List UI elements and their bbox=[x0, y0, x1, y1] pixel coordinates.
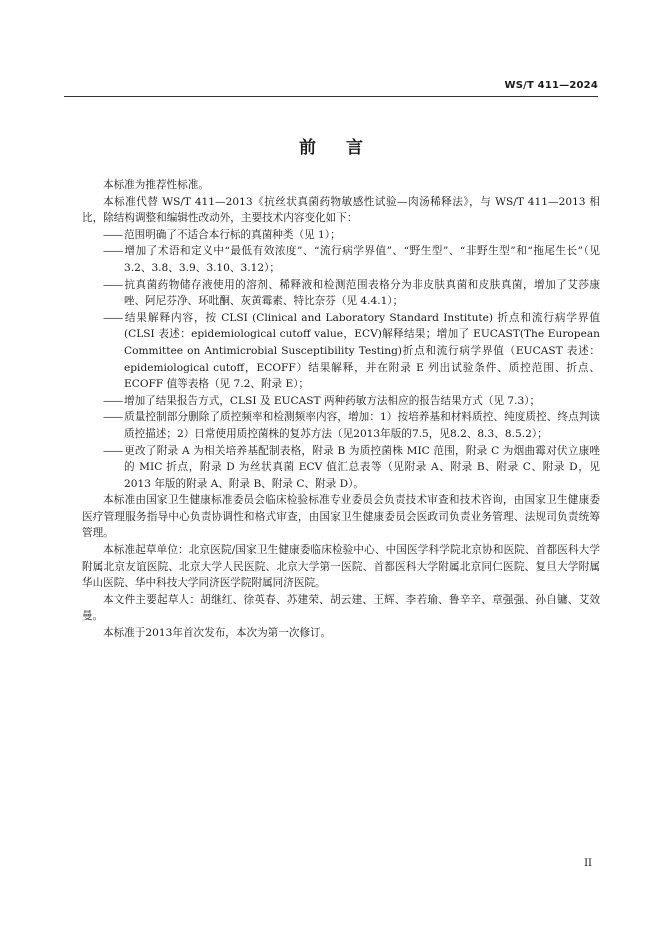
page-title: 前言 bbox=[299, 138, 393, 158]
paragraph-review-committee: 本标准由国家卫生健康标准委员会临床检验标准专业委员会负责技术审查和技术咨询，由国家卫生健康委医疗管理服务指导中心负责协调性和格式审查，由国家卫生健康委员会医政司负责业务管理、法规司负责统筹管理。 bbox=[82, 494, 600, 540]
dash-marker: —— bbox=[103, 394, 123, 407]
header-divider bbox=[64, 96, 598, 97]
list-item-text: 结果解释内容，按 CLSI (Clinical and Laboratory Standard Institute) 折点和流行病学界值(CLSI 表述：epidemiological cutoff value，ECV)解释结果；增加了 EUCAST(The European Committee on Antimicrobial Susceptibility Testing)折点和流行病学界值（EUCAST 表述：epidemiological cutoff，ECOFF）结果解释，并在附录 E 列出试验条件、质控范围、折点、ECOFF 值等表格（见 7.2、附录 E）； bbox=[124, 311, 600, 391]
dash-marker: —— bbox=[103, 278, 123, 291]
list-item-text: 增加了结果报告方式，CLSI 及 EUCAST 两种药敏方法相应的报告结果方式（见 7.3）； bbox=[124, 394, 541, 407]
list-item bbox=[103, 243, 600, 276]
list-item-text: 增加了术语和定义中“最低有效浓度”、“流行病学界值”、“野生型”、“非野生型”和“拖尾生长”（见 3.2、3.8、3.9、3.10、3.12）； bbox=[124, 245, 600, 274]
list-item-text: 更改了附录 A 为相关培养基配制表格，附录 B 为质控菌株 MIC 范围，附录 C 为烟曲霉对伏立康唑的 MIC 折点，附录 D 为丝状真菌 ECV 值汇总表等（见附录 A、附录 B、附录 C、附录 D，见 2013 年版的附录 A、附录 B、附录 C、附录 D）。 bbox=[124, 444, 600, 490]
paragraph-drafting-units: 本标准起草单位：北京医院/国家卫生健康委临床检验中心、中国医学科学院北京协和医院、首都医科大学附属北京友谊医院、北京大学人民医院、北京大学第一医院、首都医科大学附属北京同仁医院、复旦大学附属华山医院、华中科技大学同济医学院附属同济医院。 bbox=[82, 544, 600, 590]
list-item bbox=[103, 393, 600, 410]
list-item-text: 抗真菌药物储存液使用的溶剂、稀释液和检测范围表格分为非皮肤真菌和皮肤真菌，增加了艾莎康唑、阿尼芬净、环吡酮、灰黄霉素、特比奈芬（见 4.4.1）； bbox=[124, 278, 600, 308]
paragraph-history: 本标准于2013年首次发布，本次为第一次修订。 bbox=[103, 627, 332, 640]
paragraph-recommendation: 本标准为推荐性标准。 bbox=[103, 179, 209, 191]
foreword-body bbox=[82, 177, 600, 642]
list-item-text: 质量控制部分删除了质控频率和检测频率内容，增加：1）按培养基和材料质控、纯度质控、终点判读质控描述；2）日常使用质控菌株的复苏方法（见2013年版的7.5，见8.2、8.3、8.5.2）； bbox=[124, 411, 600, 440]
list-item bbox=[103, 277, 600, 310]
dash-marker: —— bbox=[103, 228, 123, 241]
dash-marker: —— bbox=[103, 245, 123, 258]
page-number: II bbox=[584, 858, 592, 869]
dash-marker: —— bbox=[103, 311, 123, 324]
dash-marker: —— bbox=[103, 411, 123, 424]
paragraph-drafters: 本文件主要起草人：胡继红、徐英春、苏建荣、胡云建、王辉、李若瑜、鲁辛辛、章强强、孙自镛、艾效曼。 bbox=[82, 593, 600, 623]
list-item bbox=[103, 409, 600, 442]
dash-marker: —— bbox=[103, 444, 123, 457]
standard-code: WS/T 411—2024 bbox=[504, 80, 598, 91]
list-item bbox=[103, 310, 600, 393]
changes-list bbox=[82, 227, 600, 493]
paragraph-replacement: 本标准代替 WS/T 411—2013《抗丝状真菌药物敏感性试验—肉汤稀释法》，与 WS/T 411—2013 相比，除结构调整和编辑性改动外，主要技术内容变化如下： bbox=[82, 195, 600, 225]
list-item bbox=[103, 227, 600, 244]
list-item bbox=[103, 443, 600, 493]
list-item-text: 范围明确了不适合本行标的真菌种类（见 1）； bbox=[124, 228, 341, 241]
